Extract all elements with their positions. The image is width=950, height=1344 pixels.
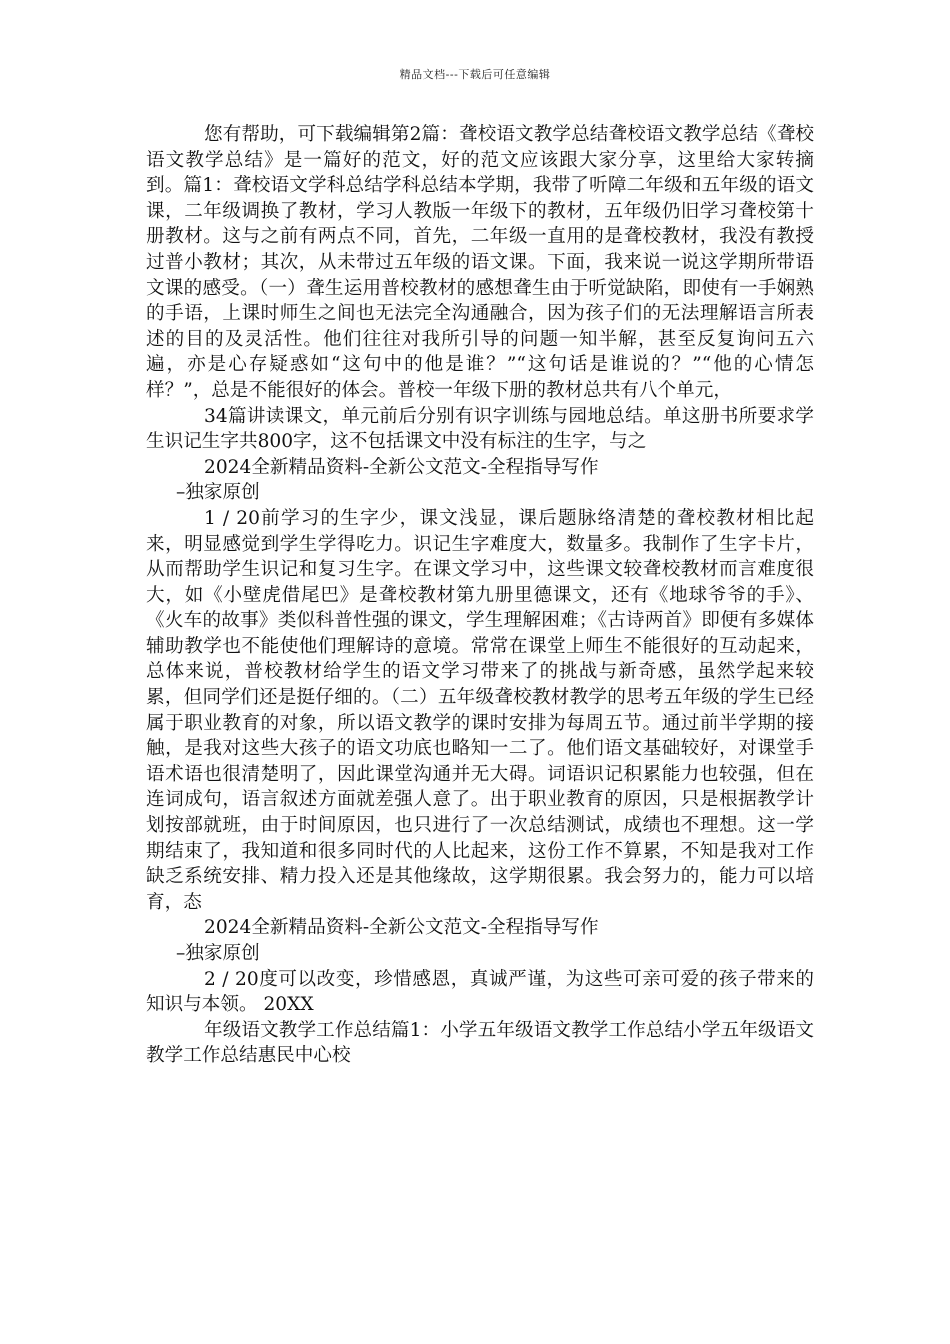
banner-title-1: 2024全新精品资料-全新公文范文-全程指导写作 bbox=[204, 456, 599, 478]
paragraph-1: 您有帮助，可下载编辑第2篇：聋校语文教学总结聋校语文教学总结《聋校语文教学总结》是一篇好的范文，好的范文应该跟大家分享，这里给大家转摘到。篇1：聋校语文学科总结学科总结本学期，我带了听障二年级和五年级的语文课，二年级调换了教材，学习人教版一年级下的教材，五年级仍旧学习聋校第十册教材。这与之前有两点不同，首先，二年级一直用的是聋校教材，我没有教授过普小教材；其次，从未带过五年级的语文课。下面，我来说一说这学期所带语文课的感受。（一）聋生运用普校教材的感想聋生由于听觉缺陷，即使有一手娴熟的手语，上课时师生之间也无法完全沟通融合，因为孩子们的无法理解语言所表述的目的及灵活性。他们往往对我所引导的问题一知半解，甚至反复询问五六遍，亦是心存疑惑如“这句中的他是谁？”“这句话是谁说的？”“他的心情怎样？”，总是不能很好的体会。普校一年级下册的教材总共有八个单元， bbox=[146, 124, 814, 401]
paragraph-5: 年级语文教学工作总结篇1：小学五年级语文教学工作总结小学五年级语文教学工作总结惠民中心校 bbox=[146, 1019, 814, 1067]
banner-subtitle-2: –独家原创 bbox=[176, 943, 260, 964]
banner-subtitle-1: –独家原创 bbox=[176, 482, 260, 504]
paragraph-4: 2 / 20度可以改变，珍惜感恩，真诚严谨，为这些可亲可爱的孩子带来的知识与本领。 20XX bbox=[146, 968, 814, 1016]
paragraph-2: 34篇讲读课文，单元前后分别有识字训练与园地总结。单这册书所要求学生识记生字共800字，这不包括课文中没有标注的生字，与之 bbox=[146, 405, 814, 453]
paragraph-3: 1 / 20前学习的生字少，课文浅显，课后题脉络清楚的聋校教材相比起来，明显感觉到学生学得吃力。识记生字难度大，数量多。我制作了生字卡片，从而帮助学生识记和复习生字。在课文学习中，这些课文较聋校教材而言难度很大，如《小壁虎借尾巴》是聋校教材第九册里德课文，还有《地球爷爷的手》、《火车的故事》类似科普性强的课文，学生理解困难；《古诗两首》即便有多媒体辅助教学也不能使他们理解诗的意境。常常在课堂上师生不能很好的互动起来，总体来说，普校教材给学生的语文学习带来了的挑战与新奇感，虽然学起来较累，但同学们还是挺仔细的。（二）五年级聋校教材教学的思考五年级的学生已经属于职业教育的对象，所以语文教学的课时安排为每周五节。通过前半学期的接触，是我对这些大孩子的语文功底也略知一二了。他们语文基础较好，对课堂手语术语也很清楚明了，因此课堂沟通并无大碍。词语识记积累能力也较强，但在连词成句，语言叙述方面就差强人意了。出于职业教育的原因，只是根据教学计划按部就班，由于时间原因，也只进行了一次总结测试，成绩也不理想。这一学期结束了，我知道和很多同时代的人比起来，这份工作不算累，不知是我对工作缺乏系统安排、精力投入还是其他缘故，这学期很累。我会努力的，能力可以培育，态 bbox=[146, 507, 814, 913]
page-header: 精品文档---下载后可任意编辑 bbox=[399, 68, 551, 81]
banner-title-2: 2024全新精品资料-全新公文范文-全程指导写作 bbox=[204, 917, 599, 939]
document-body bbox=[146, 122, 814, 1069]
